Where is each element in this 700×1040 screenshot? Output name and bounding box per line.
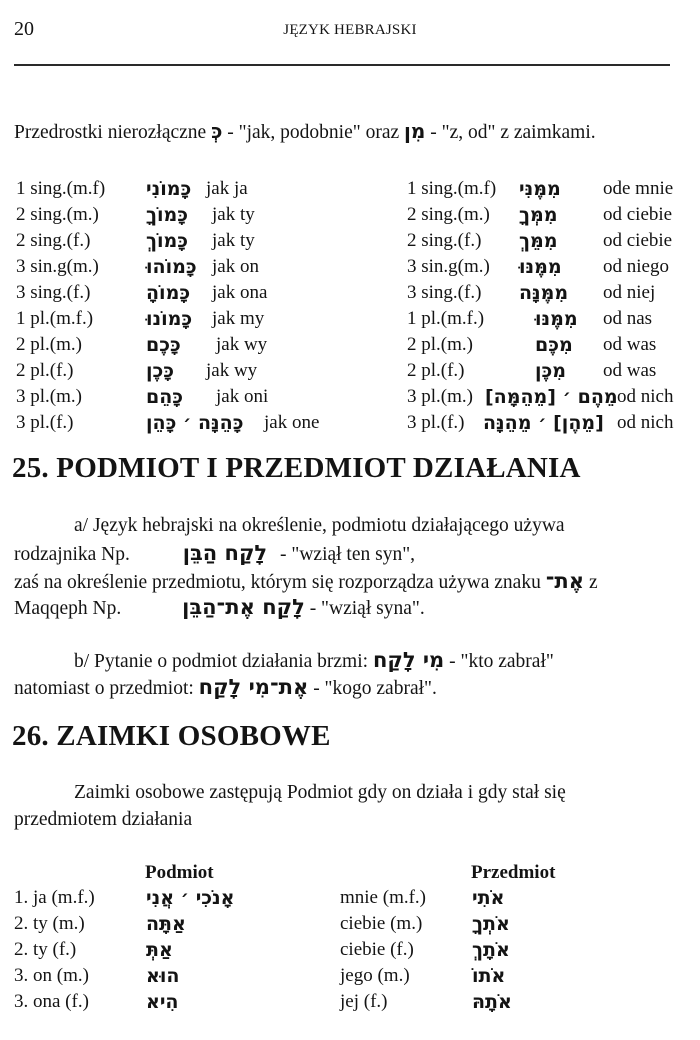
table-row: [407, 306, 697, 332]
translation: od was: [603, 334, 657, 355]
example-gloss: - "wziął ten syn",: [280, 544, 416, 565]
hebrew-example: לָקַח אֶת־הַבֵּן: [182, 595, 305, 619]
translation: od nas: [603, 308, 653, 329]
object-pronoun: אֹתָךְ: [472, 939, 510, 961]
subject-pronoun: הִיא: [146, 991, 179, 1013]
table-row: [16, 332, 346, 358]
hebrew-form: מִמֶּנּוּ: [519, 256, 562, 278]
person-label: 3 sin.g(m.): [16, 256, 99, 277]
object-label: ciebie (m.): [340, 913, 423, 934]
table-row: [16, 202, 346, 228]
person-label: 2 pl.(m.): [407, 334, 473, 355]
table-row: [16, 228, 346, 254]
person-label: 1 sing.(m.f): [16, 178, 106, 199]
translation: jak ona: [212, 282, 268, 303]
table-row: [407, 332, 697, 358]
person-label: 2 pl.(f.): [16, 360, 74, 381]
hebrew-form: מִמֵּךְ: [519, 230, 558, 252]
translation: jak my: [212, 308, 265, 329]
subject-pronoun: אַתָּה: [146, 913, 186, 935]
example-gloss: - "kogo zabrał".: [313, 678, 437, 699]
table-row: [407, 358, 697, 384]
person-label: 2. ty (f.): [14, 939, 77, 960]
person-label: 3 pl.(m.): [407, 386, 473, 407]
paragraph-text: natomiast o przedmiot:: [14, 678, 194, 699]
table-row: [14, 911, 694, 937]
translation: ode mnie: [603, 178, 674, 199]
hebrew-form: מִמֶּנָּה: [519, 282, 569, 304]
table-row: [14, 937, 694, 963]
hebrew-form: כָּמוֹנוּ: [146, 308, 193, 330]
translation: jak wy: [206, 360, 258, 381]
table-row: [16, 280, 346, 306]
translation: od nich: [617, 412, 674, 433]
paragraph-text: b/ Pytanie o podmiot działania brzmi:: [74, 651, 369, 672]
example-lead: Maqqeph Np.: [14, 598, 122, 619]
subject-pronoun: הוּא: [146, 965, 180, 987]
translation: jak ty: [212, 230, 255, 251]
table-row: [407, 176, 697, 202]
translation: od ciebie: [603, 230, 673, 251]
table-row: [407, 254, 697, 280]
person-label: 3 sin.g(m.): [407, 256, 490, 277]
person-label: 3 sing.(f.): [16, 282, 91, 303]
translation: jak one: [264, 412, 320, 433]
hebrew-form: כָּמוֹנִי: [146, 178, 192, 200]
hebrew-form: כָּמוֹהָ: [146, 282, 191, 304]
subject-pronoun: אַתְּ: [146, 939, 173, 961]
person-label: 2 sing.(m.): [16, 204, 99, 225]
et-marker: אֶת־: [545, 569, 585, 593]
hebrew-form: כָּהֵנָּה ׳ כָּהֵן: [146, 412, 244, 434]
person-label: 1 pl.(m.f.): [407, 308, 485, 329]
section-25-b-line1: [74, 648, 554, 673]
object-pronoun: אֹתְךָ: [472, 913, 510, 935]
object-label: jego (m.): [340, 965, 410, 986]
hebrew-form: כָּמוֹךָ: [146, 204, 189, 226]
object-label: ciebie (f.): [340, 939, 414, 960]
hebrew-form: כָּכֶן: [146, 360, 175, 382]
person-label: 1 sing.(m.f): [407, 178, 497, 199]
object-pronoun: אֹתָהּ: [472, 991, 512, 1013]
person-label: 1. ja (m.f.): [14, 887, 95, 908]
hebrew-form: [מֵהֶן] ׳ מֵהֵנָּה: [483, 412, 604, 434]
section-25-a-line3: [14, 569, 598, 594]
hebrew-form: כָּמוֹךְ: [146, 230, 189, 252]
table-row: [16, 384, 346, 410]
hebrew-form: כָּכֶם: [146, 334, 181, 356]
table-row: [14, 885, 694, 911]
translation: od niej: [603, 282, 656, 303]
hebrew-form: כָּמוֹהוּ: [146, 256, 197, 278]
section-26-heading: 26. ZAIMKI OSOBOWE: [12, 720, 331, 752]
object-pronoun: אֹתוֹ: [472, 965, 506, 987]
table-row: [16, 358, 346, 384]
hebrew-example: מִי לָקַח: [372, 648, 445, 672]
intro-text-before: Przedrostki nierozłączne: [14, 122, 207, 143]
running-title: JĘZYK HEBRAJSKI: [283, 22, 417, 38]
paragraph-text: zaś na określenie przedmiotu, którym się rozporządza używa znaku: [14, 572, 541, 593]
hebrew-form: מֵהֶם ׳ [מֵהֵמָּה]: [485, 386, 618, 408]
subject-pronoun: אָנֹכִי ׳ אֲנִי: [146, 887, 235, 909]
table-row: [407, 410, 697, 436]
table-row: [16, 176, 346, 202]
table-row: [16, 254, 346, 280]
person-label: 3 pl.(f.): [407, 412, 465, 433]
section-25-b-line2: [14, 675, 437, 700]
section-25-a-line4: [14, 595, 425, 620]
object-label: mnie (m.f.): [340, 887, 427, 908]
hebrew-example: אֶת־מִי לָקַח: [198, 675, 309, 699]
translation: jak ty: [212, 204, 255, 225]
person-label: 1 pl.(m.f.): [16, 308, 94, 329]
column-header-object: Przedmiot: [471, 862, 556, 883]
translation: jak ja: [206, 178, 248, 199]
table-row: [407, 280, 697, 306]
translation: jak wy: [216, 334, 268, 355]
person-label: 2 sing.(m.): [407, 204, 490, 225]
object-pronoun: אֹתִי: [472, 887, 505, 909]
section-26-para-line2: przedmiotem działania: [14, 809, 193, 830]
table-row: [407, 228, 697, 254]
intro-text-middle: - "jak, podobnie" oraz: [227, 122, 400, 143]
person-label: 3. on (m.): [14, 965, 89, 986]
translation: od nich: [617, 386, 674, 407]
person-label: 3. ona (f.): [14, 991, 89, 1012]
hebrew-form: מִכֶּם: [535, 334, 573, 356]
page-number: 20: [14, 18, 34, 40]
hebrew-form: מִכֶּן: [535, 360, 567, 382]
hebrew-form: מִמְּךָ: [519, 204, 558, 226]
table-row: [16, 306, 346, 332]
hebrew-example: לָקַח הַבֵּן: [182, 541, 268, 565]
translation: jak on: [212, 256, 259, 277]
table-row: [407, 384, 697, 410]
person-label: 2. ty (m.): [14, 913, 85, 934]
person-label: 2 sing.(f.): [407, 230, 482, 251]
column-header-subject: Podmiot: [145, 862, 214, 883]
translation: od ciebie: [603, 204, 673, 225]
example-lead: rodzajnika Np.: [14, 544, 130, 565]
paragraph-text: z: [588, 572, 598, 593]
intro-line: [14, 119, 596, 144]
example-gloss: - "wziął syna".: [309, 598, 425, 619]
section-25-a-line1: a/ Język hebrajski na określenie, podmiotu działającego używa: [74, 515, 565, 536]
translation: od was: [603, 360, 657, 381]
table-row: [16, 410, 346, 436]
prefix-min: מִן: [404, 119, 426, 143]
person-label: 3 pl.(f.): [16, 412, 74, 433]
translation: jak oni: [216, 386, 269, 407]
table-row: [14, 963, 694, 989]
header-rule: [14, 64, 670, 66]
section-25-heading: 25. PODMIOT I PRZEDMIOT DZIAŁANIA: [12, 452, 581, 484]
object-label: jej (f.): [340, 991, 388, 1012]
example-gloss: - "kto zabrał": [449, 651, 554, 672]
table-row: [407, 202, 697, 228]
intro-text-after: - "z, od" z zaimkami.: [430, 122, 596, 143]
hebrew-form: כָּהֵם: [146, 386, 184, 408]
person-label: 3 sing.(f.): [407, 282, 482, 303]
section-26-para-line1: Zaimki osobowe zastępują Podmiot gdy on działa i gdy stał się: [74, 782, 566, 803]
hebrew-form: מִמֶּנִּי: [519, 178, 561, 200]
person-label: 2 pl.(m.): [16, 334, 82, 355]
section-25-a-line2: [14, 541, 415, 566]
translation: od niego: [603, 256, 669, 277]
person-label: 3 pl.(m.): [16, 386, 82, 407]
person-label: 2 sing.(f.): [16, 230, 91, 251]
hebrew-form: מִמֶּנּוּ: [535, 308, 578, 330]
person-label: 2 pl.(f.): [407, 360, 465, 381]
table-row: [14, 989, 694, 1015]
prefix-ke: כְּ: [211, 119, 223, 143]
